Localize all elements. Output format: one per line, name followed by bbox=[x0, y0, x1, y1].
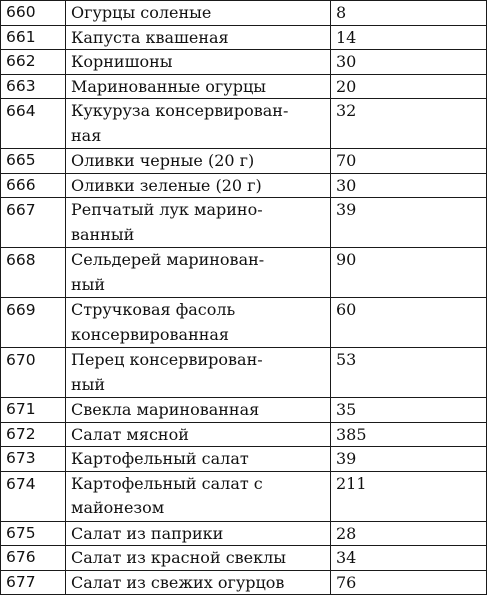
item-name-line: Картофельный салат bbox=[71, 449, 249, 468]
item-name-line: Стручковая фасоль bbox=[71, 300, 236, 319]
item-number: 670 bbox=[1, 348, 66, 398]
item-number: 672 bbox=[1, 422, 66, 447]
item-calories: 14 bbox=[331, 25, 487, 50]
item-name-line: ный bbox=[71, 274, 106, 294]
item-name bbox=[66, 74, 331, 99]
item-number: 664 bbox=[1, 99, 66, 149]
item-calories: 30 bbox=[331, 173, 487, 198]
item-name-line: Картофельный салат с bbox=[71, 473, 263, 493]
table-row bbox=[1, 149, 487, 174]
table-row bbox=[1, 50, 487, 75]
item-name bbox=[66, 99, 331, 149]
item-calories: 8 bbox=[331, 1, 487, 26]
item-calories: 90 bbox=[331, 248, 487, 298]
table-row bbox=[1, 570, 487, 595]
item-name bbox=[66, 447, 331, 472]
item-name bbox=[66, 422, 331, 447]
item-name-line: Репчатый лук марино- bbox=[71, 200, 263, 219]
item-number: 666 bbox=[1, 173, 66, 198]
table-row bbox=[1, 447, 487, 472]
table-row bbox=[1, 298, 487, 348]
table-row bbox=[1, 1, 487, 26]
item-name bbox=[66, 546, 331, 571]
item-name-line: ный bbox=[71, 374, 106, 394]
item-number: 665 bbox=[1, 149, 66, 174]
item-calories: 76 bbox=[331, 570, 487, 595]
item-name bbox=[66, 570, 331, 595]
item-name-line: майонезом bbox=[71, 498, 165, 517]
item-name bbox=[66, 198, 331, 248]
item-name bbox=[66, 471, 331, 521]
item-calories: 20 bbox=[331, 74, 487, 99]
item-name bbox=[66, 173, 331, 198]
item-calories: 39 bbox=[331, 198, 487, 248]
item-name bbox=[66, 521, 331, 546]
item-calories: 32 bbox=[331, 99, 487, 149]
item-number: 676 bbox=[1, 546, 66, 571]
item-number: 669 bbox=[1, 298, 66, 348]
item-name bbox=[66, 50, 331, 75]
item-name-line: Сельдерей маринован- bbox=[71, 250, 265, 269]
item-number: 667 bbox=[1, 198, 66, 248]
item-name bbox=[66, 248, 331, 298]
item-name bbox=[66, 298, 331, 348]
item-name-line: Салат из паприки bbox=[71, 523, 224, 543]
table-row bbox=[1, 521, 487, 546]
table-row bbox=[1, 348, 487, 398]
table-row bbox=[1, 546, 487, 571]
item-name-line: Корнишоны bbox=[71, 52, 173, 71]
table-row bbox=[1, 25, 487, 50]
table-row bbox=[1, 198, 487, 248]
item-name bbox=[66, 348, 331, 398]
item-number: 661 bbox=[1, 25, 66, 50]
item-name-line: Свекла маринованная bbox=[71, 400, 260, 419]
item-number: 660 bbox=[1, 1, 66, 26]
table-row bbox=[1, 471, 487, 521]
item-number: 674 bbox=[1, 471, 66, 521]
item-name-line: Маринованные огурцы bbox=[71, 76, 266, 96]
table-body bbox=[1, 1, 487, 595]
item-calories: 28 bbox=[331, 521, 487, 546]
item-name-line: Перец консервирован- bbox=[71, 350, 263, 369]
table-row bbox=[1, 173, 487, 198]
item-number: 675 bbox=[1, 521, 66, 546]
item-calories: 53 bbox=[331, 348, 487, 398]
item-number: 671 bbox=[1, 398, 66, 423]
item-calories: 385 bbox=[331, 422, 487, 447]
item-name-line: Оливки зеленые (20 г) bbox=[71, 175, 262, 195]
item-calories: 30 bbox=[331, 50, 487, 75]
item-calories: 70 bbox=[331, 149, 487, 174]
item-calories: 39 bbox=[331, 447, 487, 472]
item-number: 662 bbox=[1, 50, 66, 75]
item-calories: 60 bbox=[331, 298, 487, 348]
item-calories: 34 bbox=[331, 546, 487, 571]
item-name-line: ванный bbox=[71, 224, 135, 244]
item-name-line: Салат из красной свеклы bbox=[71, 548, 287, 567]
item-name-line: Огурцы соленые bbox=[71, 3, 212, 22]
table-row bbox=[1, 99, 487, 149]
table-row bbox=[1, 398, 487, 423]
item-name bbox=[66, 1, 331, 26]
item-number: 677 bbox=[1, 570, 66, 595]
item-name-line: Оливки черные (20 г) bbox=[71, 151, 255, 170]
item-number: 663 bbox=[1, 74, 66, 99]
table-row bbox=[1, 248, 487, 298]
item-calories: 35 bbox=[331, 398, 487, 423]
table-row bbox=[1, 422, 487, 447]
item-calories: 211 bbox=[331, 471, 487, 521]
table-row bbox=[1, 74, 487, 99]
item-name-line: Кукуруза консервирован- bbox=[71, 101, 289, 120]
item-name-line: Капуста квашеная bbox=[71, 27, 229, 47]
item-number: 673 bbox=[1, 447, 66, 472]
item-name-line: Салат из свежих огурцов bbox=[71, 572, 285, 592]
item-name-line: Салат мясной bbox=[71, 424, 189, 444]
item-number: 668 bbox=[1, 248, 66, 298]
item-name-line: ная bbox=[71, 125, 102, 145]
item-name bbox=[66, 25, 331, 50]
item-name bbox=[66, 149, 331, 174]
item-name-line: консервированная bbox=[71, 324, 230, 344]
item-name bbox=[66, 398, 331, 423]
